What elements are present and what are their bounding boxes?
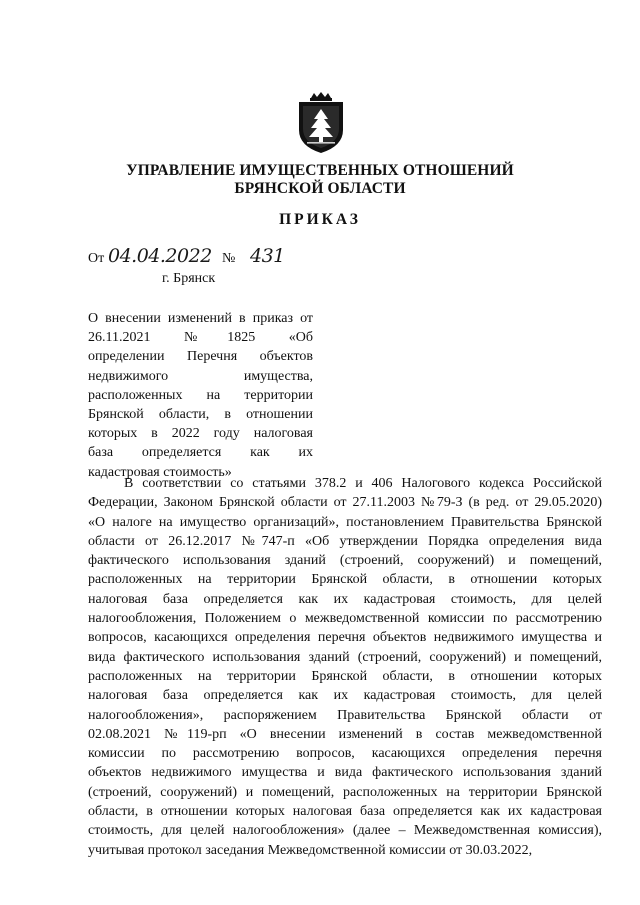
body-line: расположенных на территории Брянской области, в отношении которых xyxy=(88,668,602,684)
organization-name xyxy=(0,162,640,198)
subject-line: 26.11.2021 №1825 «Об xyxy=(88,330,313,346)
body-line: вопросов, касающихся определения перечня объектов недвижимого имущества и xyxy=(88,630,602,646)
body-line: учитывая протокол заседания Межведомственной комиссии от 30.03.2022, xyxy=(88,842,533,858)
body-line: налогообложения», распоряжением Правительства Брянской области от xyxy=(88,707,602,723)
body-line: фактического использования зданий (строений, сооружений) и помещений, xyxy=(88,553,602,569)
body-line: объектов недвижимого имущества и вида фактического использования зданий xyxy=(88,765,602,781)
city-name: г. Брянск xyxy=(162,271,216,286)
org-line: УПРАВЛЕНИЕ ИМУЩЕСТВЕННЫХ ОТНОШЕНИЙ xyxy=(126,162,514,179)
subject-line: недвижимого имущества, xyxy=(88,368,313,384)
document-type-title: ПРИКАЗ xyxy=(279,211,361,228)
order-subject xyxy=(88,309,313,482)
handwritten-date: 04.04.2022 xyxy=(108,245,212,267)
org-line: БРЯНСКОЙ ОБЛАСТИ xyxy=(234,180,406,197)
body-line: 02.08.2021 №119-рп «О внесении изменений в состав межведомственной xyxy=(88,726,602,742)
body-line: налоговая база определяется как их кадастровая стоимость, для целей xyxy=(88,688,602,704)
body-line: Федерации, Законом Брянской области от 27.11.2003 №79-З (в ред. от 29.05.2020) xyxy=(88,495,602,511)
subject-line: база определяется как их xyxy=(88,445,313,461)
body-line: «О налоге на имущество организаций», постановлением Правительства Брянской xyxy=(88,514,602,530)
body-line: комиссии по рассмотрению вопросов, касающихся определения перечня xyxy=(88,746,602,762)
date-number-line xyxy=(88,245,388,270)
handwritten-number: 431 xyxy=(250,245,285,267)
subject-line: Брянской области, в отношении xyxy=(88,407,313,423)
body-line: (строений, сооружений) и помещений, расположенных на территории Брянской xyxy=(88,784,602,800)
body-line: налогообложения, Положением о межведомственной комиссии по рассмотрению xyxy=(88,611,602,627)
order-body xyxy=(88,474,602,860)
subject-line: которых в 2022 году налоговая xyxy=(88,426,313,442)
subject-line: определении Перечня объектов xyxy=(88,349,313,365)
number-label: № xyxy=(222,251,236,266)
body-line: области от 26.12.2017 №747-п «Об утверждении Порядка определения вида xyxy=(88,533,602,549)
body-line: вида фактического использования зданий (строений, сооружений) и помещений, xyxy=(88,649,602,665)
date-label: От xyxy=(88,251,105,266)
subject-line: О внесении изменений в приказ от xyxy=(88,311,313,326)
subject-line: кадастровая стоимость» xyxy=(88,464,232,480)
subject-line: расположенных на территории xyxy=(88,387,313,403)
body-line: стоимость, для целей налогообложения» (далее – Межведомственная комиссия), xyxy=(88,823,602,839)
body-line: налоговая база определяется как их кадастровая стоимость, для целей xyxy=(88,591,602,607)
coat-of-arms-icon xyxy=(296,92,346,154)
body-line: В соответствии со статьями 378.2 и 406 Налогового кодекса Российской xyxy=(124,476,602,491)
body-line: области, в отношении которых налоговая база определяется как их кадастровая xyxy=(88,804,602,820)
body-line: расположенных на территории Брянской области, в отношении которых xyxy=(88,572,602,588)
